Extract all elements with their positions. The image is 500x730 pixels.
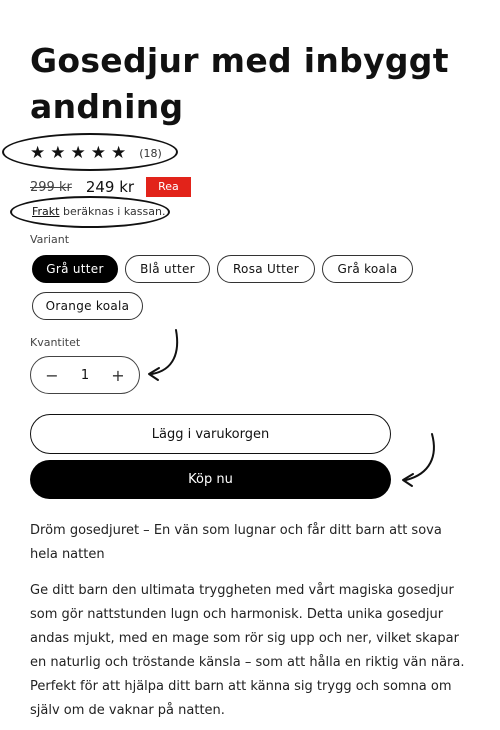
variant-option-gra-koala[interactable]: Grå koala	[322, 255, 413, 283]
star-icon: ★	[70, 142, 86, 163]
quantity-label: Kvantitet	[30, 336, 81, 349]
minus-icon[interactable]: −	[45, 365, 59, 385]
variant-option-gra-utter[interactable]: Grå utter	[32, 255, 118, 283]
shipping-text: beräknas i kassan.	[59, 205, 166, 218]
rating-count: (18)	[139, 146, 162, 160]
annotation-arrow-quantity	[140, 326, 190, 382]
variant-option-orange-koala[interactable]: Orange koala	[32, 292, 143, 320]
quantity-value[interactable]: 1	[80, 367, 90, 383]
star-icon: ★	[111, 142, 127, 163]
star-icon: ★	[50, 142, 66, 163]
variant-label: Variant	[30, 233, 70, 246]
variant-option-rosa-utter[interactable]: Rosa Utter	[217, 255, 315, 283]
price-row	[30, 177, 191, 197]
plus-icon[interactable]: +	[111, 365, 125, 385]
description-body: Ge ditt barn den ultimata tryggheten med vårt magiska gosedjur som gör nattstunden lugn och harmonisk. Detta unika gosedjur andas mjukt, med en mage som rör sig upp och ner, vilket skapar en naturlig och tröstande känsla – som att hålla en riktig vän nära. Perfekt för att hjälpa ditt barn att känna sig trygg och somna om själv om de vaknar på natten.	[30, 583, 465, 718]
sale-price: 249 kr	[85, 178, 135, 196]
star-icon: ★	[90, 142, 106, 163]
shipping-note	[32, 205, 165, 218]
shipping-link[interactable]: Frakt	[32, 205, 60, 218]
product-title: Gosedjur med inbyggt andning	[30, 41, 449, 126]
regular-price: 299 kr	[30, 179, 72, 195]
annotation-arrow-buy	[398, 430, 444, 486]
buy-now-button[interactable]: Köp nu	[30, 460, 391, 499]
variant-option-bla-utter[interactable]: Blå utter	[125, 255, 210, 283]
rating-stars[interactable]	[30, 142, 162, 164]
star-icon: ★	[30, 142, 46, 163]
description-intro: Dröm gosedjuret – En vän som lugnar och får ditt barn att sova hela natten	[30, 523, 442, 562]
sale-badge: Rea	[146, 177, 191, 197]
quantity-stepper	[30, 356, 140, 394]
add-to-cart-button[interactable]: Lägg i varukorgen	[30, 414, 391, 454]
